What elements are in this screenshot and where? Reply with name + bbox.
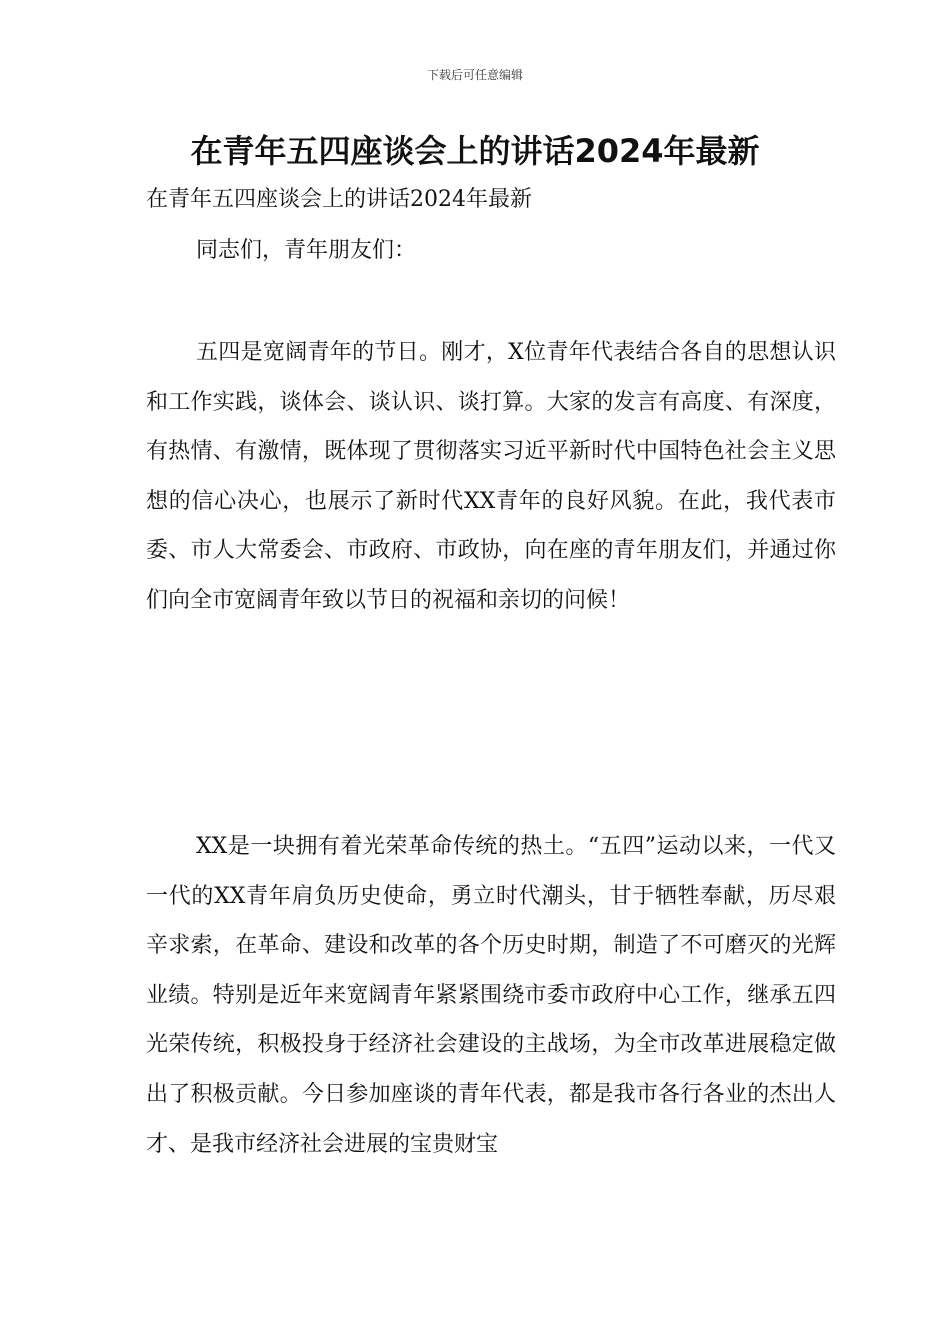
document-subtitle: 在青年五四座谈会上的讲话2024年最新 (146, 187, 532, 212)
body-paragraph-2: XX是一块拥有着光荣革命传统的热土。“五四”运动以来，一代又一代的XX青年肩负历史使命，勇立时代潮头，甘于牺牲奉献，历尽艰辛求索，在革命、建设和改革的各个历史时期，制造了不可磨灭的光辉业绩。特别是近年来宽阔青年紧紧围绕市委市政府中心工作，继承五四光荣传统，积极投身于经济社会建设的主战场，为全市改革进展稳定做出了积极贡献。今日参加座谈的青年代表，都是我市各行各业的杰出人才、是我市经济社会进展的宝贵财宝 (146, 834, 836, 1157)
page-header-note: 下载后可任意编辑 (426, 68, 523, 82)
salutation: 同志们，青年朋友们： (196, 238, 417, 263)
body-paragraph-1: 五四是宽阔青年的节日。刚才，X位青年代表结合各自的思想认识和工作实践，谈体会、谈认识、谈打算。大家的发言有高度、有深度，有热情、有激情，既体现了贯彻落实习近平新时代中国特色社会主义思想的信心决心，也展示了新时代XX青年的良好风貌。在此，我代表市委、市人大常委会、市政府、市政协，向在座的青年朋友们，并通过你们向全市宽阔青年致以节日的祝福和亲切的问候！ (146, 340, 836, 613)
document-title: 在青年五四座谈会上的讲话2024年最新 (190, 132, 760, 170)
